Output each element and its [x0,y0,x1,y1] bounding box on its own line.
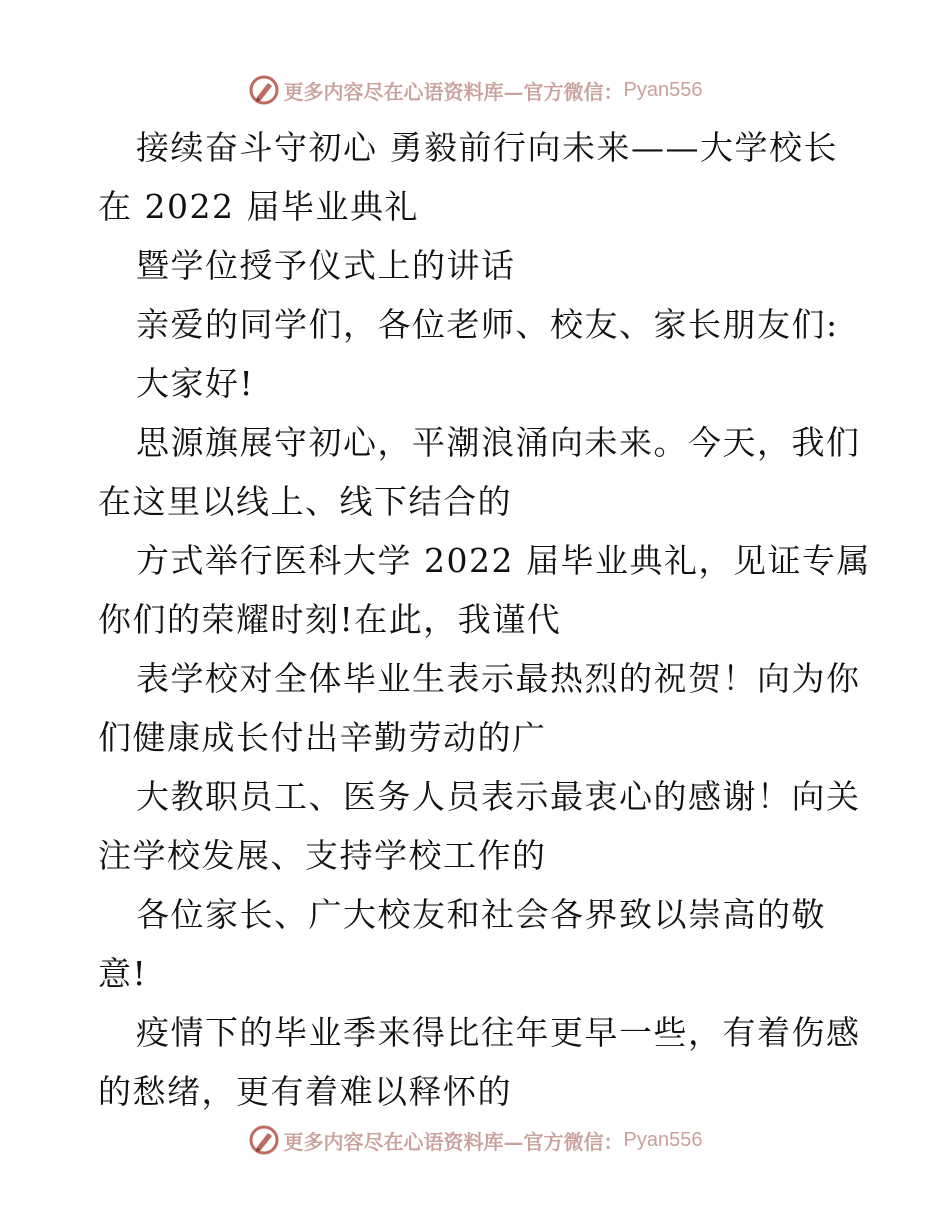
footer-banner-text: 更多内容尽在心语资料库—官方微信： [283,1129,624,1154]
paragraph-line: 方式举行医科大学 2022 届毕业典礼，见证专属 [136,541,871,580]
paragraph-line: 注学校发展、支持学校工作的 [98,836,547,875]
paragraph-line: 各位家长、广大校友和社会各界致以崇高的敬 [136,895,826,934]
header-banner-wechat-id: Pyan556 [623,78,703,101]
header-banner [0,72,950,108]
title-line-3: 暨学位授予仪式上的讲话 [136,246,516,285]
footer-banner-wechat-id: Pyan556 [623,1128,703,1151]
paragraph-line: 意! [98,954,148,993]
title-line-1: 接续奋斗守初心 勇毅前行向未来——大学校长 [136,128,838,167]
paragraph-line: 在这里以线上、线下结合的 [98,482,512,521]
paragraph-line: 你们的荣耀时刻!在此，我谨代 [98,600,562,639]
footer-banner [0,1122,950,1158]
greeting: 大家好! [136,364,255,403]
salutation: 亲爱的同学们，各位老师、校友、家长朋友们: [136,305,839,344]
header-banner-text: 更多内容尽在心语资料库—官方微信： [283,79,624,104]
pen-logo-icon [248,1124,280,1156]
paragraph-line: 大教职员工、医务人员表示最衷心的感谢！向关 [136,777,861,816]
paragraph-line: 的愁绪，更有着难以释怀的 [98,1072,512,1111]
paragraph-line: 疫情下的毕业季来得比往年更早一些，有着伤感 [136,1013,861,1052]
title-line-2: 在 2022 届毕业典礼 [98,187,419,226]
paragraph-line: 们健康成长付出辛勤劳动的广 [98,718,547,757]
document-body [98,118,871,1121]
pen-logo-icon [248,74,280,106]
paragraph-line: 思源旗展守初心，平潮浪涌向未来。今天，我们 [136,423,861,462]
paragraph-line: 表学校对全体毕业生表示最热烈的祝贺！向为你 [136,659,861,698]
